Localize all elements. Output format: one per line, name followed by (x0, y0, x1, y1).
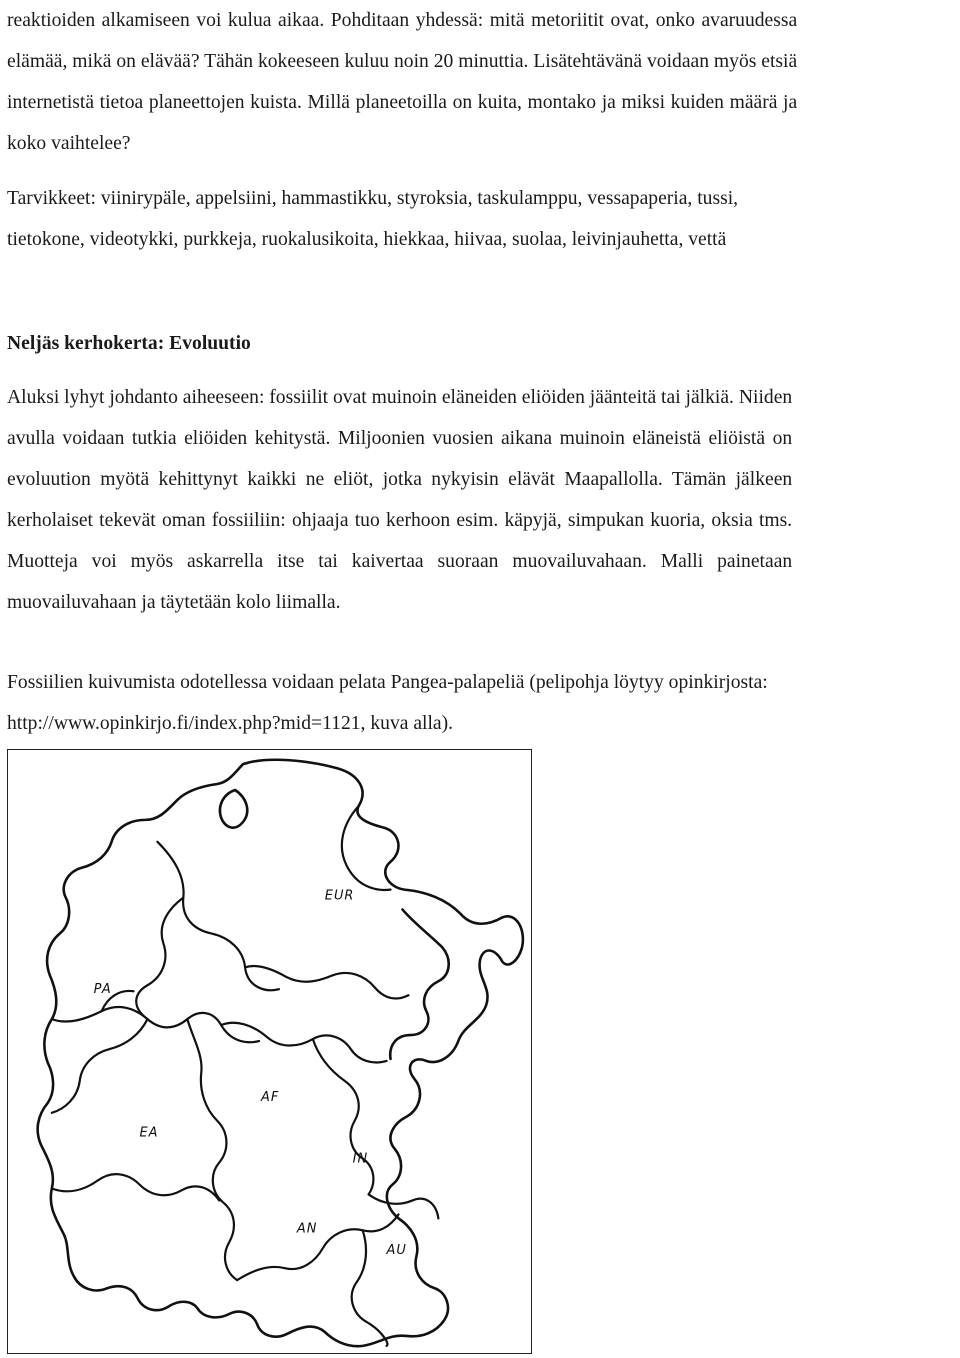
evolution-line: muovailuvahaan ja täytetään kolo liimalla. (7, 592, 341, 613)
pangea-map-drawing (8, 750, 531, 1353)
evolution-line: Aluksi lyhyt johdanto aiheeseen: fossiilit ovat muinoin eläneiden eliöiden jäänteitä tai jälkiä. Niiden (7, 387, 793, 408)
evolution-paragraph (7, 377, 792, 623)
pangea-line: http://www.opinkirjo.fi/index.php?mid=1121, kuva alla). (7, 713, 454, 734)
border-pa-eur (157, 842, 279, 990)
border-pa-south (52, 1007, 259, 1042)
border-eur-east (342, 806, 391, 890)
tethys-sea-outline (390, 910, 448, 1059)
evolution-line: avulla voidaan tutkia eliöiden kehitystä. Miljoonien vuosien aikana muinoin eläneistä eliöistä on (7, 428, 793, 449)
map-label-eur: EUR (324, 888, 355, 904)
border-ea-south (52, 1174, 219, 1200)
map-label-au: AU (386, 1243, 407, 1259)
supplies-line: Tarvikkeet: viinirypäle, appelsiini, hammastikku, styroksia, taskulamppu, vessapaperia, tussi, (7, 188, 739, 209)
intro-line: reaktioiden alkamiseen voi kulua aikaa. Pohditaan yhdessä: mitä metoriitit ovat, onko avaruudessa (7, 10, 798, 31)
map-label-in: IN (352, 1151, 369, 1167)
border-ea-af (187, 1019, 237, 1280)
evolution-line: kerholaiset tekevät oman fossiiliin: ohjaaja tuo kerhoon esim. käpyjä, simpukan kuoria, oksia tms. (7, 510, 793, 531)
evolution-line: evoluution myötä kehittynyt kaikki ne eliöt, jotka nykyisin elävät Maapallolla. Tämän jälkeen (7, 469, 793, 490)
border-af-in (313, 1039, 374, 1194)
intro-paragraph (7, 0, 797, 164)
north-island-outline (220, 790, 247, 828)
supplies-line: tietokone, videotykki, purkkeja, ruokalusikoita, hiekkaa, hiivaa, suolaa, leivinjauhetta, vettä (7, 229, 727, 250)
map-label-ea: EA (139, 1125, 159, 1141)
pangea-line: Fossiilien kuivumista odotellessa voidaan pelata Pangea-palapeliä (pelipohja löytyy opinkirjosta: (7, 672, 768, 693)
map-label-an: AN (296, 1221, 318, 1237)
border-in-au (369, 1194, 439, 1218)
map-label-af: AF (261, 1089, 280, 1105)
evolution-line: Muotteja voi myös askarrella itse tai kaivertaa suoraan muovailuvahaan. Malli painetaan (7, 551, 793, 572)
pangea-paragraph (7, 662, 768, 744)
intro-line: elämää, mikä on elävää? Tähän kokeeseen kuluu noin 20 minuttia. Lisätehtävänä voidaan myös etsiä (7, 51, 798, 72)
pangea-coastline (38, 760, 523, 1346)
border-af-an (237, 1214, 398, 1280)
border-an-au (352, 1230, 388, 1346)
pangea-map-image (7, 749, 532, 1354)
intro-line: internetistä tietoa planeettojen kuista. Millä planeetoilla on kuita, montako ja miksi kuiden määrä ja (7, 92, 798, 113)
supplies-paragraph (7, 178, 738, 260)
border-eur-south (245, 966, 408, 998)
border-na-central (136, 898, 183, 1020)
map-label-pa: PA (93, 982, 112, 998)
section-heading: Neljäs kerhokerta: Evoluutio (7, 333, 251, 354)
border-sa-inner (52, 1019, 148, 1113)
intro-line: koko vaihtelee? (7, 133, 131, 154)
